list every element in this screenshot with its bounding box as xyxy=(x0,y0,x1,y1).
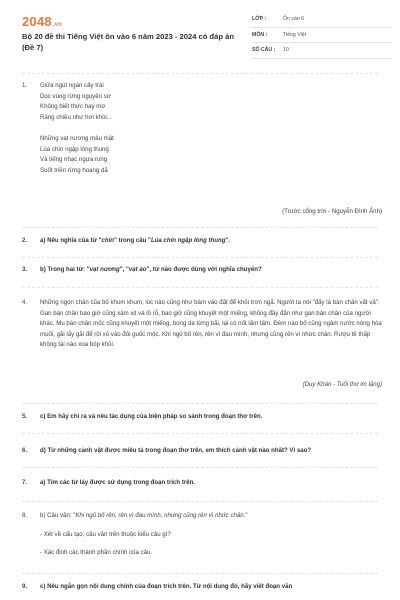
poem-line: Suốt triền rừng hoang dã xyxy=(40,166,108,174)
meta-label: LỚP : xyxy=(252,16,267,22)
poem-line: Giữa ngút ngàn cây trái xyxy=(40,82,104,89)
meta-value: Tiếng Việt xyxy=(283,31,307,38)
question-number: 9. xyxy=(22,583,28,590)
site-logo[interactable] xyxy=(22,14,62,29)
page-header xyxy=(0,0,400,66)
question-number: 1. xyxy=(22,82,28,89)
meta-row-count xyxy=(252,43,392,59)
question-number: 8. xyxy=(22,512,28,519)
excerpt-source: (Duy Khán - Tuổi thơ im lặng) xyxy=(302,381,382,388)
document-title: Bộ 20 đề thi Tiếng Việt ôn vào 6 năm 2023 - 2024 có đáp án (Đề 7) xyxy=(22,32,234,52)
question-2: 2. a) Nêu nghĩa của từ "chín" trong câu "Lúa chín ngập lòng thung". xyxy=(22,236,382,247)
excerpt-paragraph: Những ngón chân của bố khum khum, lúc nào cũng như bám vào đất để khỏi trơn ngã. Người ta nói "đấy là bàn chân vất vả". Gan bàn chân bao giờ cũng xám xịt và lồ rỗ, bao giờ cũng khuyết một miếng, không đầy đặn như gan bàn chân của người khác. Mu bàn chân mốc cũng khuyết một miếng, bong da từng bãi, lại có nốt lấm tấm. Đêm nào bố cũng ngâm nước nóng hòa muối, gãi lấy gãi để rồi xỏ vào đôi guốc mộc. Khi ngủ bố rên, rên vì đau mình, nhưng cũng rên vì nhức chân. Rượu tê thấp không tài nào xoa bóp khỏi. xyxy=(40,299,382,348)
question-number: 2. xyxy=(22,237,28,244)
divider xyxy=(22,73,378,74)
poem-line: Dọc vùng rừng nguyên sơ xyxy=(40,92,111,100)
meta-row-subject xyxy=(252,28,392,44)
logo-suffix: .vn xyxy=(52,22,63,28)
question-number: 6. xyxy=(22,447,28,454)
divider xyxy=(22,227,378,228)
question-3: 3. b) Trong hai từ: "vạt nương", "vạt áo", từ nào được dùng với nghĩa chuyển? xyxy=(22,265,382,276)
question-number: 3. xyxy=(22,266,28,273)
poem-line: Lúa chín ngập lòng thung xyxy=(40,145,109,153)
poem-source: (Trước cổng trời - Nguyễn Đình Ảnh) xyxy=(282,208,382,215)
question-9: 9. c) Nêu ngắn gọn nội dung chính của đoạn trích trên. Từ nội dung đó, hãy viết đoạn văn xyxy=(22,582,382,593)
question-number: 4. xyxy=(22,299,28,306)
meta-label: SỐ CÂU : xyxy=(252,47,276,53)
question-number: 5. xyxy=(22,413,28,420)
question-5: 5. c) Em hãy chỉ ra và nêu tác dụng của biện pháp so sánh trong đoạn thơ trên. xyxy=(22,412,382,423)
meta-value: 10 xyxy=(283,47,289,53)
divider xyxy=(22,403,378,404)
question-8: 8. b) Câu văn: "Khi ngủ bố rên, rên vì đau mình, nhưng cũng rên vì nhức chân." - Xét về cấu tạo, câu văn trên thuộc kiểu câu gì? - Xác định các thành phần chính của câu. xyxy=(22,512,248,556)
question-6: 6. d) Từ những cảnh vật được miêu tả trong đoạn thơ trên, em thích cảnh vật nào nhất? Vì sao? xyxy=(22,446,382,457)
question-7: 7. a) Tìm các từ láy được sử dụng trong đoạn trích trên. xyxy=(22,478,382,489)
poem-line: Ràng chiều như hơi khói... xyxy=(40,113,112,121)
question-number: 7. xyxy=(22,479,28,486)
divider xyxy=(22,573,378,574)
divider xyxy=(22,257,378,258)
poem-line: Và tiếng nhạc ngựa rung xyxy=(40,156,108,163)
meta-label: MÔN : xyxy=(252,31,268,38)
poem-line: Những vạt nương màu mật xyxy=(40,135,114,142)
divider xyxy=(22,467,378,468)
logo-text: 2048 xyxy=(22,14,52,29)
divider xyxy=(22,433,378,434)
meta-info-table xyxy=(252,12,392,59)
divider xyxy=(22,501,378,502)
meta-value: Ôn vào 6 xyxy=(283,16,305,22)
meta-row-class xyxy=(252,12,392,28)
question-4 xyxy=(22,298,382,351)
question-1 xyxy=(22,81,382,176)
poem-line: Không biết thực hay mơ xyxy=(40,103,106,110)
divider xyxy=(22,287,378,288)
